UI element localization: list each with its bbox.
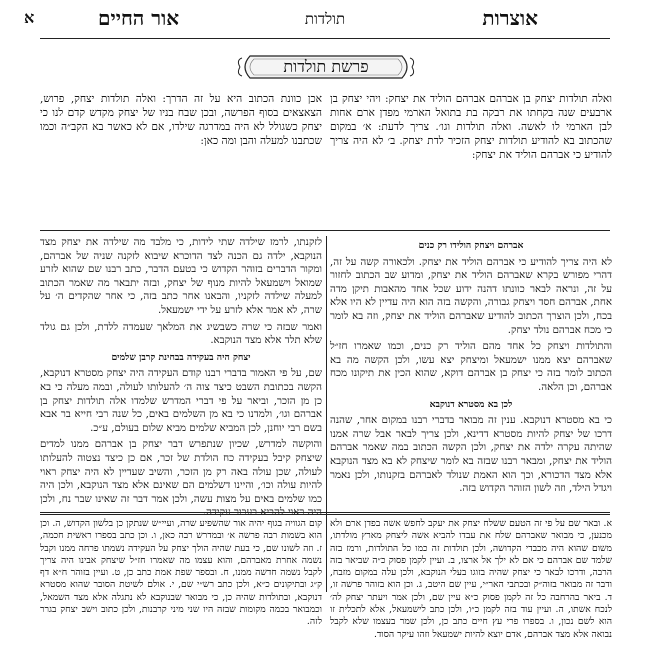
verse-text-left bbox=[40, 92, 322, 224]
commentary-paragraph: והתולדות ויצחק כל אחד מהם הוליד רק כנים, וכמו שאמרו חז״ל שאברהם יצא ממנו ישמעאל ומיצחק יצא עשו, ולכן הקשה מה בא הכתוב לומר בזה כי יצחק בן אברהם דוקא, שהוא הכין את תיקונו מכח אברהם, וכן הלאה. bbox=[330, 341, 612, 393]
commentary-paragraph: והוקשה למדרש, שכיון שנתפרש דבר יצחק בן אברהם ממנו למדים שיצחק קיבל בעקידה כח הולדת של זכר, אם כן כיצד נצטוה להעלותו לעולה, שכן עולה באה רק מן הזכר, והשיב שעדיין לא היה יצחק ראוי להיות עולה וכו׳, והיינו דשלמים הם שאינם אלא מצד הנוקבא, ולכן היה כמו שלמים באים על מצות עשה, ולכן אמר דבר זה שאינו שבר נח, ולכן היה ראוי להביא בעבור עקידה. bbox=[40, 439, 322, 519]
footnote-text: א. ובאר שם על פי זה הטעם ששלח יצחק את יעקב לחפש אשה בפדן ארם ולא מכנען, כי מבואר שאברהם שלח את עבדו להביא אשה ליצחק מארץ מולדתו, משום שהוא היה מכבדי הקדושה, ולכן תולדות זה כמו כל התולדות, ורמז בזה שלמד שם אברהם כי אם לא ילך אל ארצו, ב. ועיין לקמן פסוק כ״ה שביאר בזה הרבה, ודרכו לבאר כי יצחק שהיה בזוגו בעלי הנוקבא, ולכן עלה במקום מזבח, ודבר זה מבואר בזוה״ק ובכתבי האר״י, עיין שם היטב, ג. וכן הוא בזוהר פרשה זו, ד. ביאר בהרחבה כל זה לקמן פסוק כ״א עיין שם, ולכן אמר ויעתר יצחק לה׳ לנכח אשתו, ה. ועיין עוד בזה לקמן כ״ו, ולכן כתב לישמעאל, אלא לתכלית זו הוא לשם נכון, ו. בספרו פרי עץ חיים כתב כן, ולכן שמר בעצמו שלא לקבל נבואה אלא מצד אברהם, אדם יוצא להיות ישמעאל וזהו עיקר הסוד. bbox=[330, 518, 612, 640]
commentary-paragraph: לא היה צריך להודיע כי אברהם הוליד את יצחק. ולכאורה קשה על זה, דהרי מפורש בקרא שאברהם הוליד את יצחק, ומדוע שב הכתוב לחזור על זה, ונראה לבאר כוונתו דהנה ידוע שכל אחד מהאבות תיקן מדה אחת, אברהם חסד ויצחק גבורה, והקשה בזה הוא היה עדיין לא היו אלא בכח, ולכן הוצרך הכתוב להודיע שאברהם הוליד את יצחק, וזה בא לומר כי מכח אברהם נולד יצחק. bbox=[330, 256, 612, 336]
parsha-banner bbox=[236, 52, 416, 82]
column-divider bbox=[326, 236, 327, 592]
header-rule bbox=[40, 38, 610, 39]
commentary-paragraph: כי בא מסטרא דנוקבא. ענין זה מבואר בדברי רבנו במקום אחר, שהנה דרכו של יצחק להיות מסטרא דדינא, ולכן צריך לבאר אבל שרה אמנו שהיתה עקרה ילדה את יצחק, ולכן הקשה הכתוב במה שאמר אברהם הוליד את יצחק, ומבאר רבנו שבזה בא לומר שיצחק לא בא מצד הנוקבא אלא מצד הדכורא, וכך הוא האמת שנולד לאברהם בזקנותו, ולכן נאמר ויגדל הילד, וזה לשון הזוהר הקדוש בזה. bbox=[330, 415, 612, 495]
commentary-subheading: אברהם ויצחק הולידו רק כנים bbox=[418, 240, 524, 251]
footnote-rule bbox=[40, 512, 610, 515]
commentary-subheading: יצחק היה בעקידה בבחינת קרבן שלמים bbox=[111, 351, 251, 363]
page-number: א bbox=[24, 8, 35, 27]
verse-paragraph: אכן כוונת הכתוב היא על זה הדרך: ואלה תולדות יצחק, פרוש, הצאצאים בסוף הפרשה, ובכן שבח בניו של יצחק מקדש קדם לנו כי יצחק כשגולל לא היה במדרגה שילדו, אם לא כאשר בא הקב״ה וכמו שכתבנו למעלה והבן ומה כאן: bbox=[40, 93, 322, 147]
footnote-text: קום הגוויה בגוף יהיה אור שהשפיע שרה, ועיי״ש שנתקן כן בלשון הקדוש, ה. וכן הוא בשמות רבה פרשה א׳ ובמדרש רבה כאן, ו. וכן כתב בספרו ראשית חכמה, ז. וזה לשונו שם, כי בעת שהיה הולך יצחק על העקידה נשמתו פרחה ממנו וקבל נשמה אחרת מאברהם, והוא עצמו מה שאמרו חז״ל שיצחק אבינו היה צריך לקבל נשמה חדשה ממנו, ח. ובספר שפת אמת כתב כן, ט. ועיין בזוהר ח״א דף ק״ג ובתיקונים כ״א, ולכן כתב רש״י שם, י. אולם לשיטת הסובר שהוא מסטרא דנוקבא, ובתולדות שהיה כן, כי מבואר שבנוקבא לא נתגלה אלא מצד השמאל, וכמבואר בכמה מקומות שבזה היו שני מיני קרבנות, ולכן כתוב וישב יצחק בגרר לזה. bbox=[40, 518, 322, 628]
commentary-subheading: לכן בא מסטרא דנוקבא bbox=[429, 398, 513, 410]
commentary-paragraph: שם, על פי האמור בדברי רבנו קודם העקידה היה יצחק מסטרא דנוקבא, הקשה בכתובת השבט כיצד צוה ה׳ להעלותו לעולה, ובמה מעלה כי בא כן מן הזכר, וביאר על פי דברי המדרש שלמדו אלה תולדות יצחק בן אברהם וגו׳, ולמדנו כי בא מן השלמים באים, כל שנה רבי חייא בר אבא בשם רבי יוחנן, לכן המביא שלמים מביא שלום בעולם, ע״כ. bbox=[40, 368, 322, 434]
running-header bbox=[20, 6, 630, 32]
verse-paragraph: ואלה תולדות יצחק בן אברהם אברהם הוליד את יצחק: ויהי יצחק בן ארבעים שנה בקחתו את רבקה בת בתואל הארמי מפדן ארם אחות לבן הארמי לו לאשה. ואלה תולדות וגו׳. צריך לדעת: א׳ במקום שהכתוב בא להודיע תולדות יצחק הזכיר לדת יצחק. ב׳ לא היה צריך להודיע כי אברהם הוליד את יצחק: bbox=[330, 93, 612, 161]
parsha-title: פרשת תולדות bbox=[283, 57, 369, 76]
footnotes-left bbox=[40, 518, 322, 642]
commentary-paragraph: ואמר שבזה כי שרה כשבשיג את המלאך שעמדה ללדת, ולכן גם גולד שלא תלד אלא מצד הנוקבא. bbox=[40, 321, 322, 347]
header-title-right: אוצרות bbox=[482, 6, 538, 30]
header-title-left: אור החיים bbox=[98, 6, 180, 30]
verse-text-right bbox=[330, 92, 612, 224]
header-parsha-name: תולדות bbox=[304, 10, 346, 28]
commentary-paragraph: לזקנתו, לרמז שילדה שתי לידות, כי מלבד מה שילדה את יצחק מצד הנוקבא, ילדה גם הכנה לצד הדוכרא שיבוא לזקנה שניה של אברהם, ומקור הדברים בזוהר הקדוש כי בטעם הדבר, כתב רבנו שם שהוא לזרע שמואל וישמעאל להיות מנוף של יצחק, ובזה יתבאר מה שאמר הכתוב למעלה שילדה לזקניו, והבאנו אחר כתב בזה, כי אחר שהקדים ה׳ על שרה, לא אמר אלא לזרע על ידי ישמעאל. bbox=[40, 237, 322, 316]
footnotes-right bbox=[330, 518, 612, 642]
section-rule bbox=[40, 230, 610, 231]
